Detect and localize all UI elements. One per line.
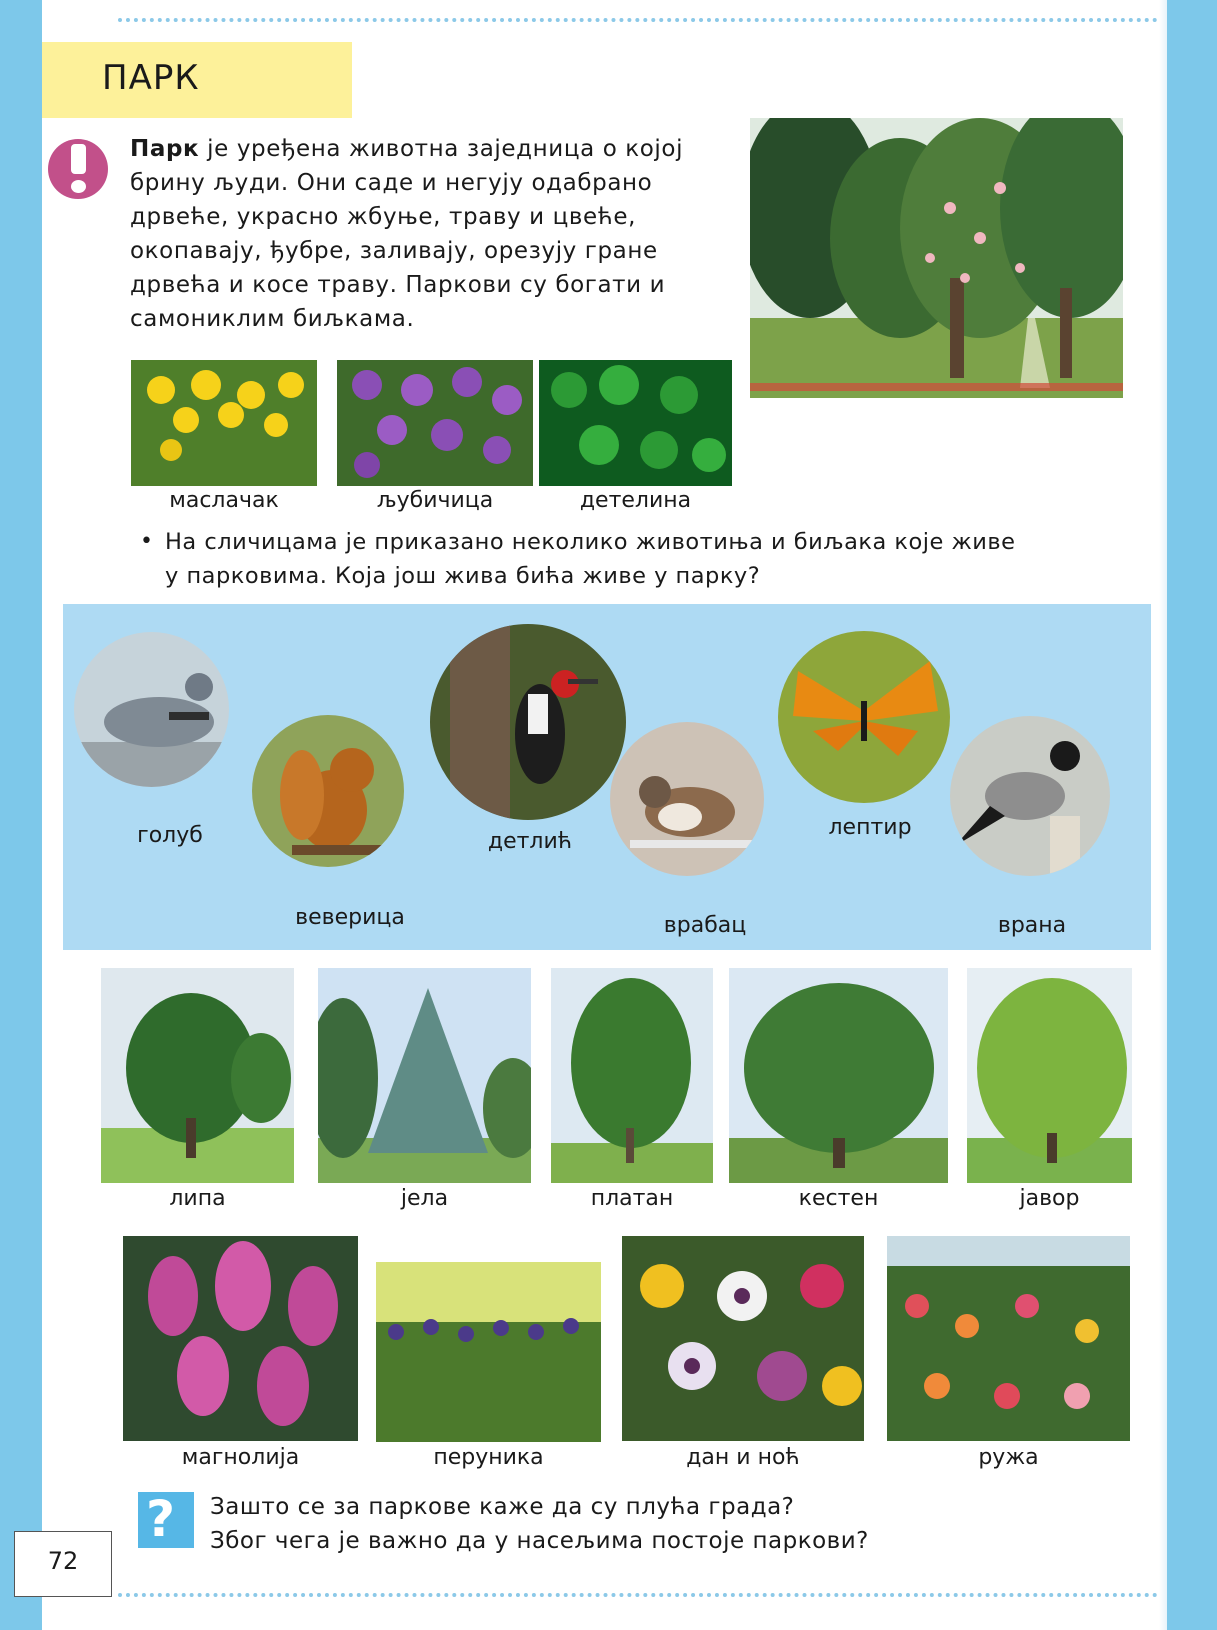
animal-label: голуб xyxy=(137,823,203,848)
woodpecker-photo xyxy=(430,624,626,820)
task-line: у парковима. Која још жива бића живе у парку? xyxy=(165,563,761,589)
page-title: ПАРК xyxy=(102,58,200,98)
violet-photo xyxy=(337,360,533,486)
pansy-photo xyxy=(622,1236,864,1441)
intro-line: брину људи. Они саде и негују одабрано xyxy=(130,170,653,196)
linden-photo xyxy=(101,968,294,1183)
wild-plant-label: детелина xyxy=(579,488,692,513)
dandelion-photo xyxy=(131,360,317,486)
butterfly-photo xyxy=(778,631,950,803)
wild-plant-label: љубичица xyxy=(376,488,494,513)
bottom-dotted-line xyxy=(118,1593,1158,1597)
tree-label: јавор xyxy=(1019,1186,1080,1211)
question-line: Зашто се за паркове каже да су плућа града? xyxy=(210,1494,795,1520)
intro-line: дрвећа и косе траву. Паркови су богати и xyxy=(130,272,666,298)
animal-label: веверица xyxy=(295,905,405,930)
tree-label: платан xyxy=(590,1186,674,1211)
bullet: • xyxy=(140,529,153,554)
intro-text xyxy=(130,132,730,336)
exclamation-icon xyxy=(48,139,108,199)
question-icon: ? xyxy=(138,1492,194,1548)
squirrel-photo xyxy=(252,715,404,867)
flower-label: ружа xyxy=(978,1445,1039,1470)
plane-tree-photo xyxy=(551,968,713,1183)
rose-photo xyxy=(887,1236,1130,1441)
intro-line: самониклим биљкама. xyxy=(130,306,415,332)
top-dotted-line xyxy=(118,18,1158,22)
clover-photo xyxy=(539,360,732,486)
crow-photo xyxy=(950,716,1110,876)
intro-line: окопавају, ђубре, заливају, орезују гране xyxy=(130,238,658,264)
flower-label: перуника xyxy=(433,1445,544,1470)
pigeon-photo xyxy=(74,632,229,787)
left-border xyxy=(0,0,42,1630)
chestnut-photo xyxy=(729,968,948,1183)
tree-label: јела xyxy=(400,1186,449,1211)
animal-label: врана xyxy=(997,913,1067,938)
tree-label: кестен xyxy=(798,1186,879,1211)
animal-label: лептир xyxy=(828,815,912,840)
task-line: На сличицама је приказано неколико животиња и биљака које живе xyxy=(165,529,1016,555)
magnolia-photo xyxy=(123,1236,358,1441)
iris-photo xyxy=(376,1262,601,1442)
tree-label: липа xyxy=(169,1186,226,1211)
page-number-box xyxy=(14,1531,112,1597)
animal-label: врабац xyxy=(663,913,747,938)
right-border xyxy=(1167,0,1217,1630)
flower-label: магнолија xyxy=(181,1445,300,1470)
animal-label: детлић xyxy=(487,829,573,854)
page-number: 72 xyxy=(47,1547,79,1575)
sparrow-photo xyxy=(610,722,764,876)
task-text xyxy=(165,525,1095,593)
intro-line: је уређена животна заједница о којој xyxy=(199,136,684,162)
park-avenue-photo xyxy=(750,118,1123,398)
flower-label: дан и ноћ xyxy=(686,1445,800,1470)
maple-photo xyxy=(967,968,1132,1183)
question-text xyxy=(210,1490,869,1558)
intro-line: дрвеће, украсно жбуње, траву и цвеће, xyxy=(130,204,637,230)
question-line: Због чега је важно да у насељима постоје паркови? xyxy=(210,1528,869,1554)
wild-plant-label: маслачак xyxy=(169,488,279,513)
intro-bold-word: Парк xyxy=(130,136,200,162)
fir-photo xyxy=(318,968,531,1183)
